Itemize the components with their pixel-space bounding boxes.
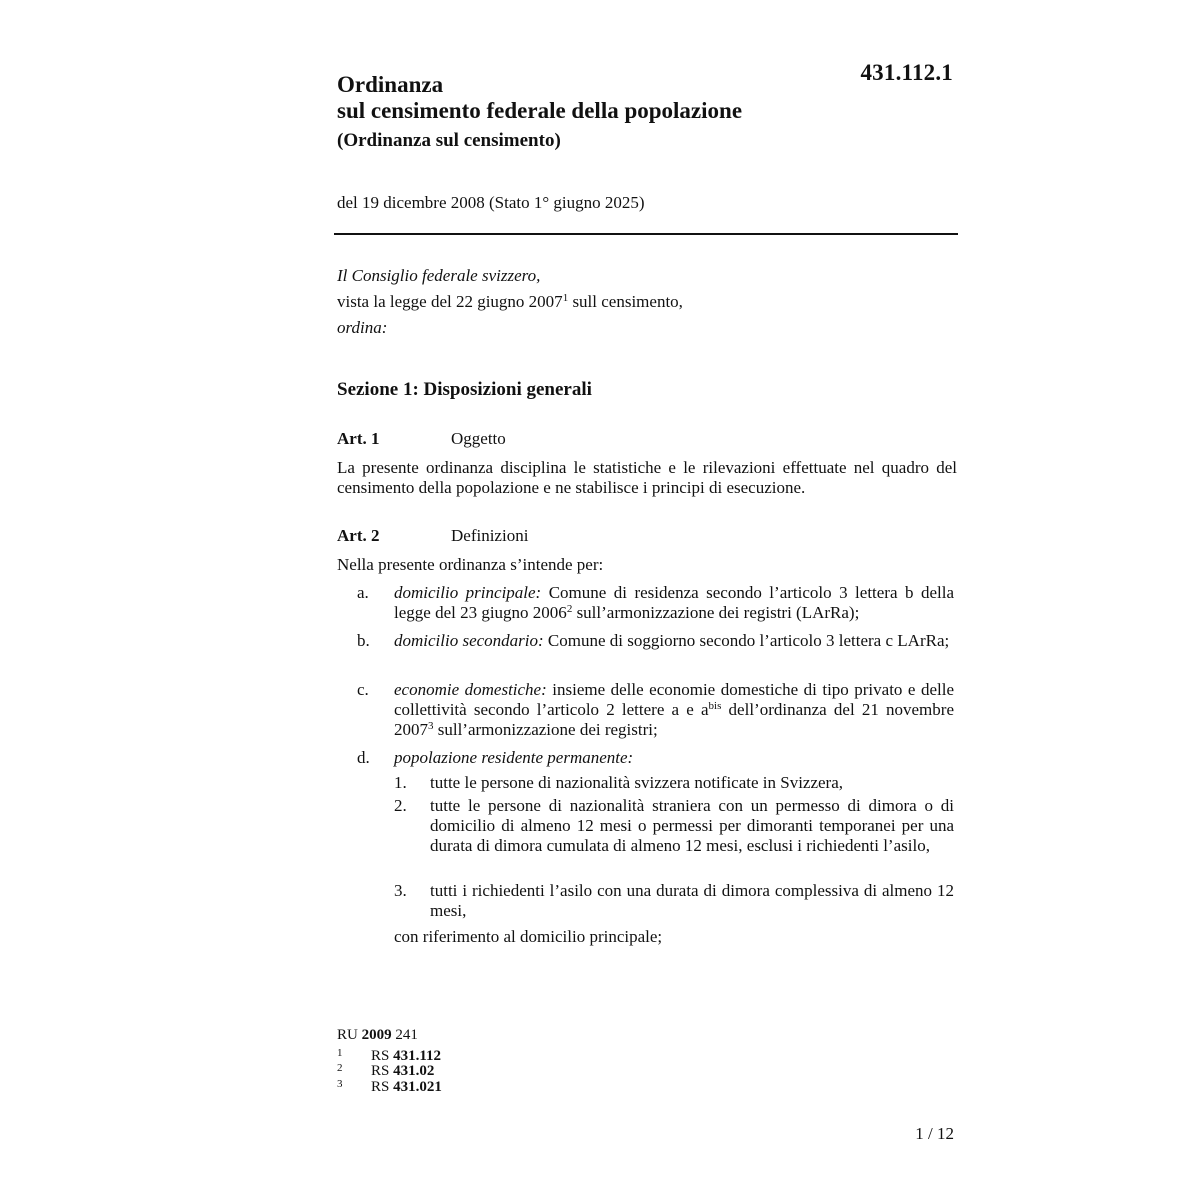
definition-c-text: economie domestiche: insieme delle economie domestiche di tipo privato e delle collettività secondo l’articolo 2 lettere a e $a^{bis}$ dell’ordinanza del 21 novembre 2007$^3$ sull’armonizzazione dei registri; — [394, 680, 954, 739]
article-1-number: Art. 1 — [337, 429, 380, 448]
ru-year: 2009 — [361, 1027, 392, 1043]
definition-d-item-3 — [337, 881, 957, 923]
definition-a-term: domicilio principale: — [394, 583, 542, 602]
article-1-text: La presente ordinanza disciplina le statistiche e le rilevazioni effettuate nel quadro del censimento della popolazione e ne stabilisce i principi di esecuzione. — [337, 458, 957, 497]
preamble-ordains: ordina: — [337, 318, 388, 337]
definition-d — [337, 748, 957, 770]
page-number: 1 / 12 — [915, 1124, 954, 1143]
definition-b-letter: b. — [357, 631, 370, 650]
footnote-1-number: 1 — [337, 1047, 343, 1059]
footnote-2 — [337, 1064, 537, 1079]
definition-c-term: economie domestiche: — [394, 680, 547, 699]
footnote-2-text: RS 431.02 — [371, 1063, 435, 1079]
footnote-1-link[interactable]: 431.112 — [393, 1048, 442, 1064]
definition-b-text: domicilio secondario: Comune di soggiorno secondo l’articolo 3 lettera c LArRa; — [394, 631, 950, 650]
title-line-1: Ordinanza — [337, 72, 444, 97]
definition-a — [337, 583, 957, 625]
definition-d-item-3-text: tutti i richiedenti l’asilo con una durata di dimora complessiva di almeno 12 mesi, — [430, 881, 954, 920]
article-2-heading — [337, 526, 528, 546]
document-page — [337, 0, 957, 1200]
footnote-1-text: RS 431.112 — [371, 1048, 442, 1064]
article-1-heading — [337, 429, 506, 449]
article-1-title: Oggetto — [451, 429, 506, 448]
preamble-authority: Il Consiglio federale svizzero, — [337, 266, 541, 285]
footnote-ref-3[interactable]: 3 — [428, 720, 434, 732]
definition-c — [337, 680, 957, 742]
definition-d-item-1-number: 1. — [394, 773, 407, 792]
footnote-1 — [337, 1049, 537, 1064]
footnote-3-number: 3 — [337, 1078, 343, 1090]
footnote-2-number: 2 — [337, 1062, 343, 1074]
official-compilation-ref: RU 2009 241 — [337, 1027, 418, 1043]
footnote-ref-2[interactable]: 2 — [566, 603, 573, 615]
definition-d-item-1-text: tutte le persone di nazionalità svizzera notificate in Svizzera, — [430, 773, 844, 792]
footnote-2-link[interactable]: 431.02 — [393, 1063, 435, 1079]
footnote-3 — [337, 1080, 537, 1095]
article-2-intro: Nella presente ordinanza s’intende per: — [337, 555, 604, 574]
title-line-2: sul censimento federale della popolazione — [337, 98, 743, 123]
definition-d-term: popolazione residente permanente: — [394, 748, 634, 767]
article-2-number: Art. 2 — [337, 526, 380, 545]
section-title: Sezione 1: Disposizioni generali — [337, 379, 592, 400]
definition-d-closing — [337, 927, 957, 949]
footnote-3-text: RS 431.021 — [371, 1079, 442, 1095]
preamble-basis — [337, 289, 683, 315]
definition-c-letter: c. — [357, 680, 369, 699]
definition-d-item-2-number: 2. — [394, 796, 407, 815]
definition-d-item-1 — [337, 773, 957, 795]
preamble-basis-text: vista la legge del 22 giugno 2007 — [337, 292, 563, 311]
definition-d-item-2 — [337, 796, 957, 878]
document-title — [337, 72, 742, 124]
definition-a-letter: a. — [357, 583, 369, 602]
definition-d-closing-text: con riferimento al domicilio principale; — [394, 927, 663, 946]
date-line: del 19 dicembre 2008 (Stato 1° giugno 2025) — [337, 193, 645, 212]
definition-d-item-2-text: tutte le persone di nazionalità straniera con un permesso di dimora o di domicilio di almeno 12 mesi o permessi per dimoranti temporanei per una durata di dimora cumulata di almeno 12 mesi, esclusi i richiedenti l’asilo, — [430, 796, 954, 855]
article-2-title: Definizioni — [451, 526, 529, 545]
footnote-3-link[interactable]: 431.021 — [393, 1079, 442, 1095]
header-divider — [334, 233, 958, 235]
sr-number: 431.112.1 — [860, 60, 953, 85]
definition-b-term: domicilio secondario: — [394, 631, 544, 650]
preamble-basis-text-after: sull censimento, — [568, 292, 683, 311]
definition-a-text: domicilio principale: Comune di residenza secondo l’articolo 3 lettera b della legge del 23 giugno 2006$^2$ sull’armonizzazione dei registri (LArRa); — [394, 583, 954, 622]
short-title: (Ordinanza sul censimento) — [337, 130, 561, 151]
preamble — [337, 263, 683, 341]
definition-d-item-3-number: 3. — [394, 881, 407, 900]
footnote-ref-1[interactable]: 1 — [562, 292, 569, 304]
definition-d-letter: d. — [357, 748, 370, 767]
definition-b — [337, 631, 957, 673]
